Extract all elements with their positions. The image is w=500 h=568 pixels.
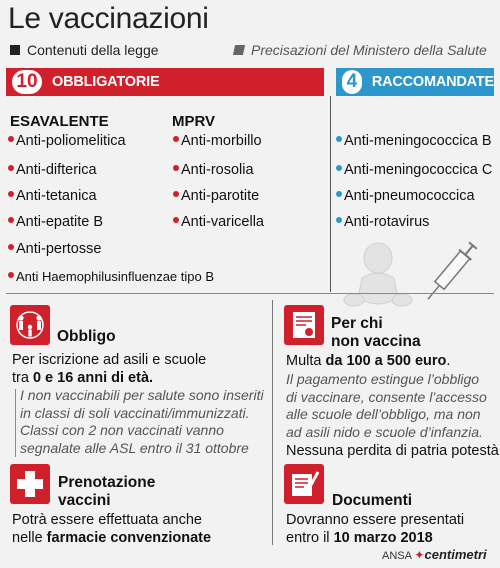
page-title: Le vaccinazioni bbox=[8, 2, 209, 35]
bullet-dot bbox=[8, 217, 14, 223]
list-item: Anti-pneumococcica bbox=[336, 188, 475, 204]
legend-law-label: Contenuti della legge bbox=[27, 42, 159, 58]
bullet-dot bbox=[336, 165, 342, 171]
penalty-last: Nessuna perdita di patria potestà bbox=[286, 443, 499, 459]
list-item: Anti-difterica bbox=[8, 162, 97, 178]
bullet-dot bbox=[8, 191, 14, 197]
booking-line2: nelle farmacie convenzionate bbox=[12, 530, 212, 546]
documents-line1: Dovranno essere presentati bbox=[286, 512, 465, 528]
column-divider bbox=[330, 96, 331, 292]
list-item: Anti-pertosse bbox=[8, 241, 101, 257]
legend-ministry bbox=[234, 42, 487, 58]
obbligo-title: Obbligo bbox=[57, 328, 116, 345]
legend-square-black bbox=[10, 45, 20, 55]
bullet-dot bbox=[173, 165, 179, 171]
obbligo-line1: Per iscrizione ad asili e scuole bbox=[12, 352, 207, 368]
esavalente-heading: ESAVALENTE bbox=[10, 113, 109, 130]
documents-title: Documenti bbox=[332, 492, 413, 509]
bullet-dot bbox=[8, 136, 14, 142]
bullet-dot bbox=[173, 191, 179, 197]
list-item: Anti-varicella bbox=[173, 214, 264, 230]
list-item: Anti-rosolia bbox=[173, 162, 254, 178]
list-item: Anti-rotavirus bbox=[336, 214, 429, 230]
bullet-dot bbox=[173, 136, 179, 142]
list-item: Anti-parotite bbox=[173, 188, 259, 204]
document-pen-icon bbox=[284, 464, 324, 504]
booking-title: Prenotazione vaccini bbox=[58, 474, 156, 509]
baby-icon bbox=[340, 238, 490, 314]
bullet-dot bbox=[173, 217, 179, 223]
bullet-dot bbox=[8, 244, 14, 250]
list-item: Anti Haemophilusinfluenzae tipo B bbox=[8, 269, 214, 284]
legend-square-gray bbox=[233, 45, 245, 55]
penalty-fine: Multa da 100 a 500 euro. bbox=[286, 353, 451, 369]
recommended-count: 4 bbox=[342, 70, 362, 94]
recommended-bar bbox=[336, 68, 494, 96]
legend-ministry-label: Precisazioni del Ministero della Salute bbox=[251, 42, 487, 58]
penalty-title: Per chi non vaccina bbox=[331, 315, 421, 350]
recommended-label: RACCOMANDATE bbox=[371, 74, 494, 90]
penalty-note: Il pagamento estingue l’obbligo di vaccinare, consente l’accesso alle scuole dell’obbligo, ma non ad asili nido e scuole d’infanzia. bbox=[286, 371, 487, 440]
footer-star-icon: ✦ bbox=[414, 548, 425, 562]
obbligo-line2: tra 0 e 16 anni di età. bbox=[12, 370, 154, 386]
list-item: Anti-morbillo bbox=[173, 133, 262, 149]
list-item: Anti-epatite B bbox=[8, 214, 103, 230]
syringe-icon bbox=[422, 240, 479, 304]
booking-line1: Potrà essere effettuata anche bbox=[12, 512, 202, 528]
bullet-dot bbox=[8, 165, 14, 171]
documents-line2: entro il 10 marzo 2018 bbox=[286, 530, 433, 546]
mandatory-label: OBBLIGATORIE bbox=[52, 74, 160, 90]
mandatory-count: 10 bbox=[12, 70, 42, 94]
mprv-heading: MPRV bbox=[172, 113, 216, 130]
mandatory-bar bbox=[6, 68, 324, 96]
bullet-dot bbox=[336, 217, 342, 223]
certificate-icon bbox=[284, 305, 324, 345]
footer-credit bbox=[382, 547, 487, 562]
family-icon bbox=[10, 305, 50, 345]
medical-cross-icon bbox=[10, 464, 50, 504]
section-separator bbox=[6, 293, 494, 294]
bullet-dot bbox=[8, 272, 14, 278]
footer-agency: ANSA bbox=[382, 550, 412, 562]
list-item: Anti-poliomelitica bbox=[8, 133, 126, 149]
list-item: Anti-tetanica bbox=[8, 188, 97, 204]
legend-law bbox=[10, 42, 159, 58]
list-item: Anti-meningococcica B bbox=[336, 133, 492, 149]
bullet-dot bbox=[336, 191, 342, 197]
obbligo-note: I non vaccinabili per salute sono inseriti in classi di soli vaccinati/immunizzati. Classi con 2 non vaccinati vanno segnalate alle ASL entro il 31 ottobre bbox=[20, 387, 264, 456]
bullet-dot bbox=[336, 136, 342, 142]
note-rule bbox=[15, 389, 16, 457]
footer-brand: centimetri bbox=[424, 547, 487, 562]
lower-divider bbox=[272, 300, 273, 545]
list-item: Anti-meningococcica C bbox=[336, 162, 492, 178]
